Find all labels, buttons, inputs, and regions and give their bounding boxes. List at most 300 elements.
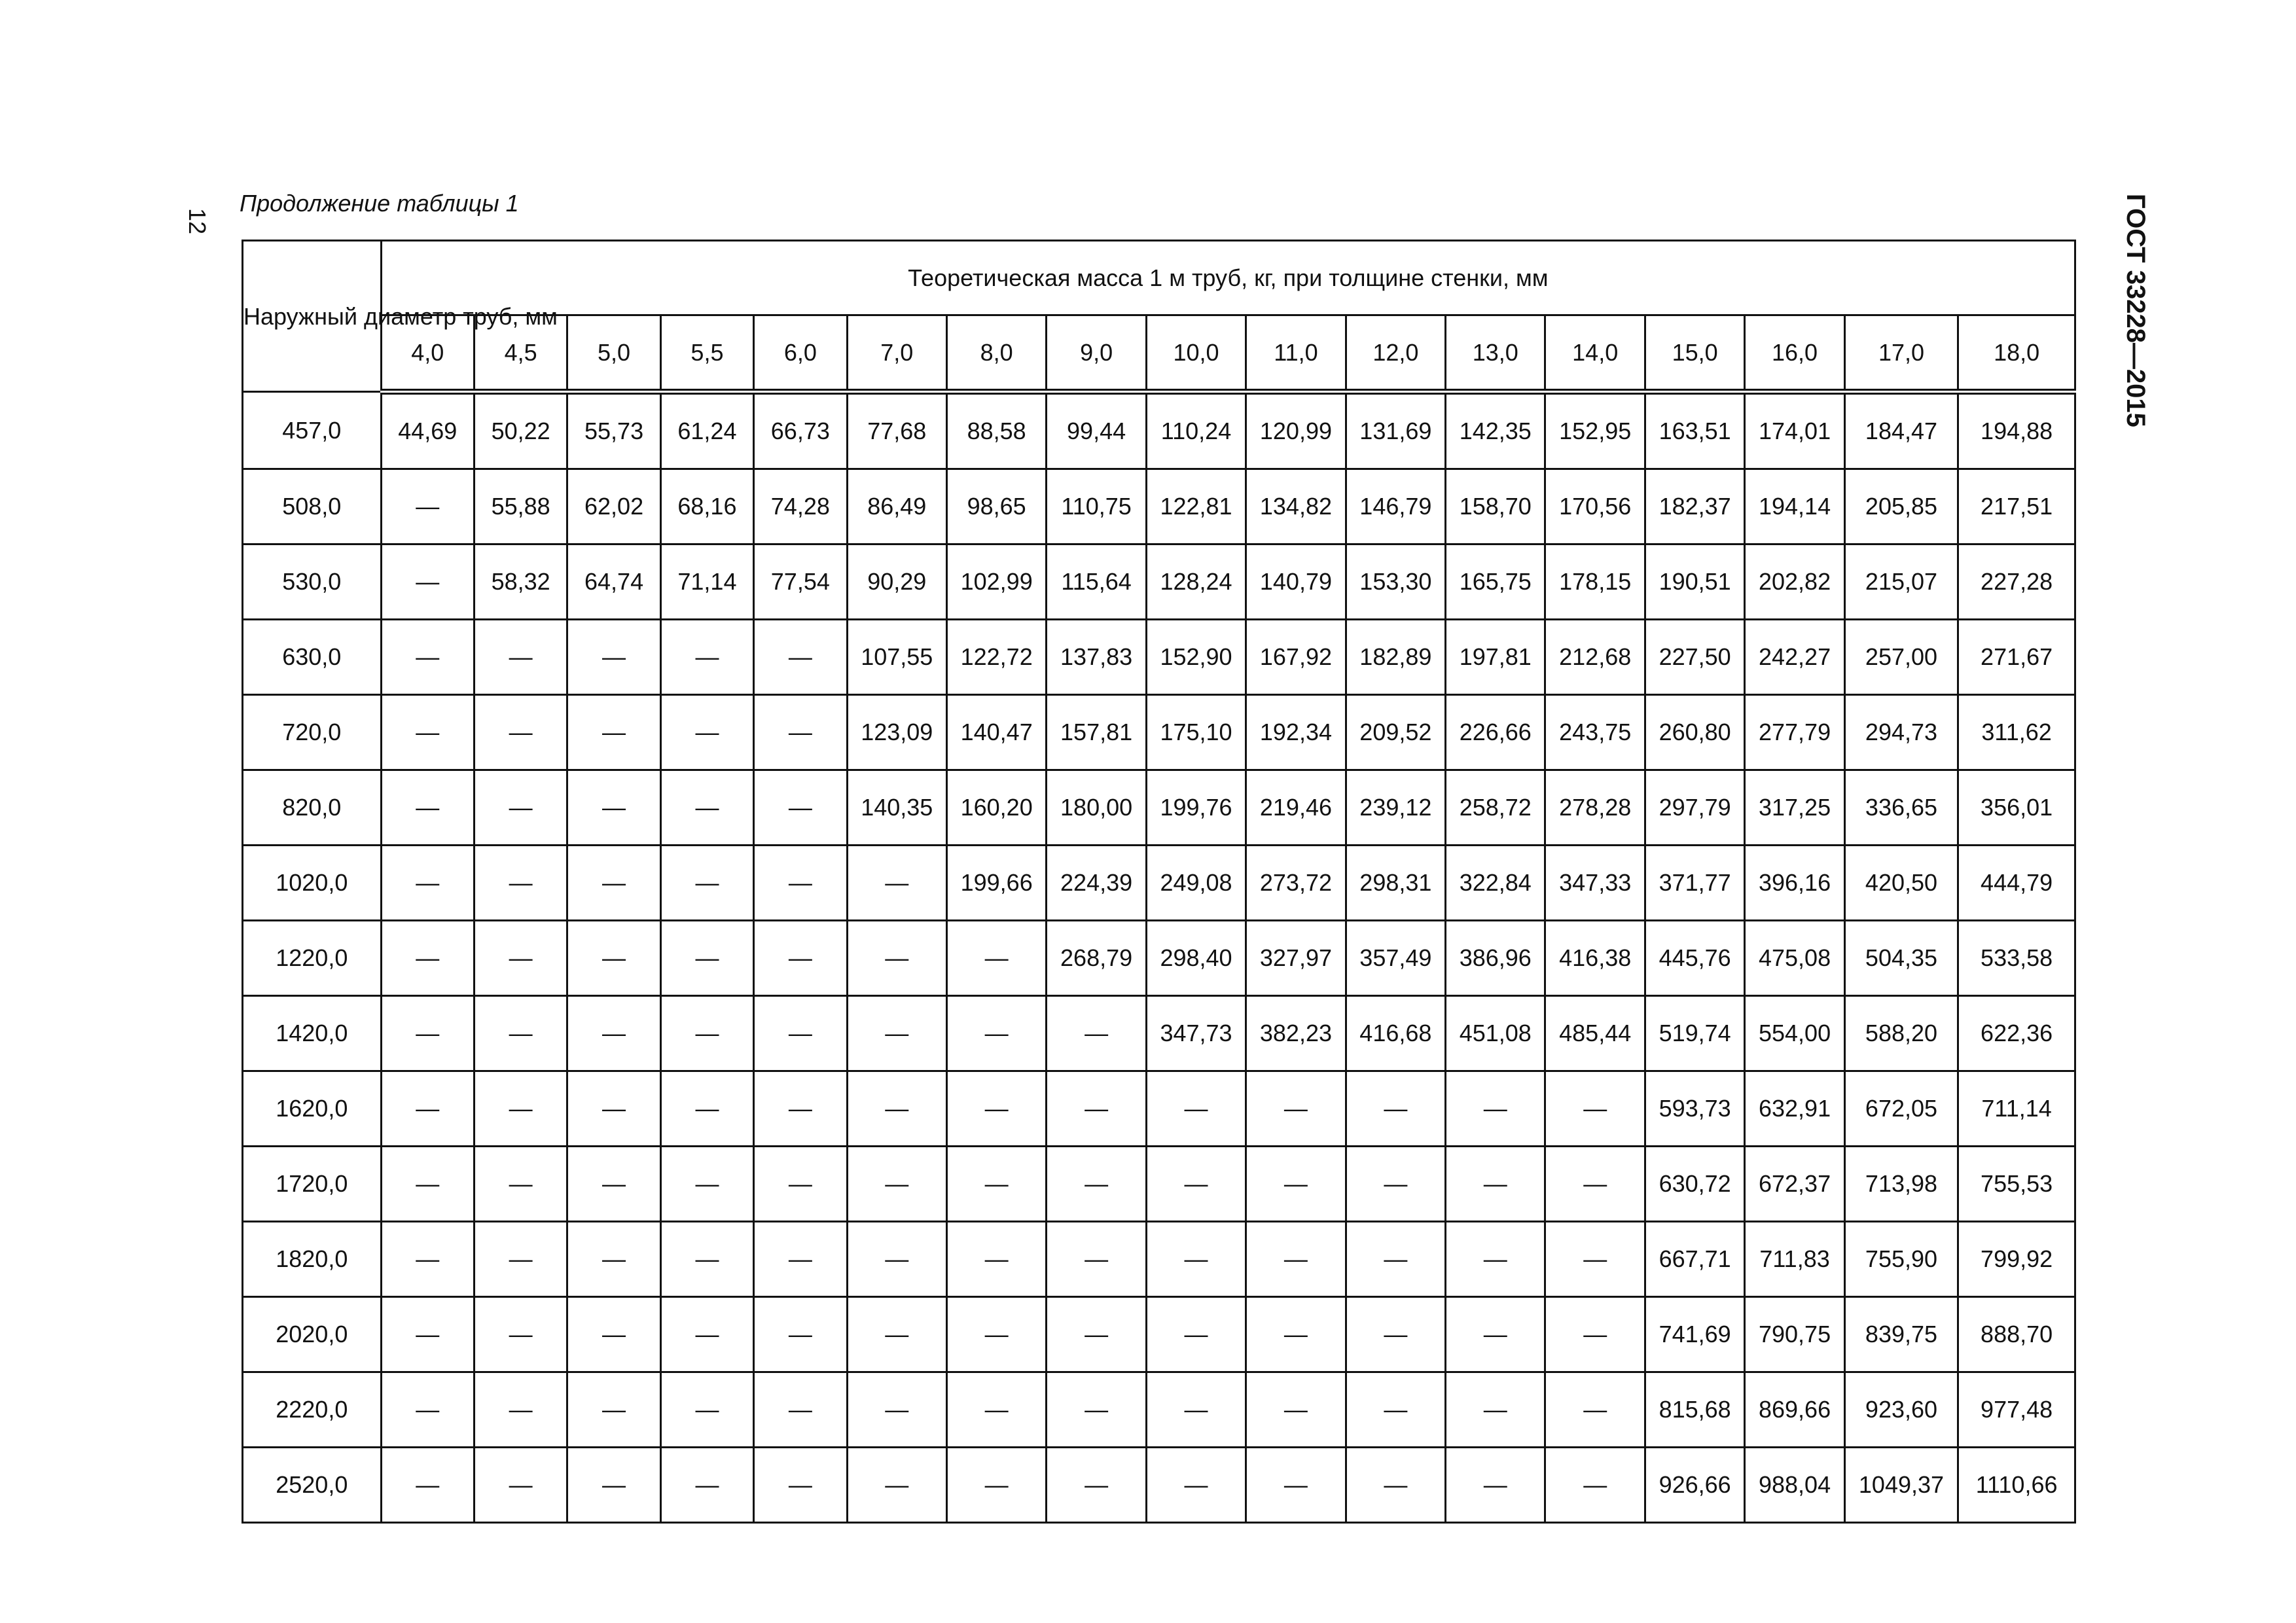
mass-cell: 140,35 <box>847 770 946 846</box>
mass-cell: 396,16 <box>1745 846 1844 921</box>
mass-cell: — <box>381 1297 474 1372</box>
mass-cell: 298,40 <box>1146 921 1246 996</box>
mass-cell: 146,79 <box>1346 469 1445 544</box>
mass-cell: — <box>946 921 1046 996</box>
mass-cell: — <box>1446 1071 1545 1147</box>
mass-cell: 137,83 <box>1047 620 1146 695</box>
mass-cell: — <box>847 1071 946 1147</box>
mass-cell: — <box>1047 1372 1146 1448</box>
mass-cell: — <box>1246 1071 1346 1147</box>
mass-cell: 926,66 <box>1645 1448 1744 1523</box>
mass-cell: 98,65 <box>946 469 1046 544</box>
mass-cell: 55,73 <box>567 392 660 469</box>
mass-cell: — <box>567 921 660 996</box>
mass-cell: — <box>1446 1222 1545 1297</box>
mass-cell: — <box>660 770 753 846</box>
mass-cell: — <box>1346 1372 1445 1448</box>
mass-cell: 209,52 <box>1346 695 1445 770</box>
mass-cell: 50,22 <box>474 392 567 469</box>
mass-cell: 165,75 <box>1446 544 1545 620</box>
wall-thickness-header: 18,0 <box>1958 315 2075 392</box>
mass-cell: 58,32 <box>474 544 567 620</box>
mass-cell: 755,90 <box>1844 1222 1958 1297</box>
mass-cell: 227,28 <box>1958 544 2075 620</box>
mass-cell: 347,33 <box>1545 846 1645 921</box>
mass-cell: — <box>1545 1071 1645 1147</box>
mass-cell: — <box>381 996 474 1071</box>
mass-cell: 420,50 <box>1844 846 1958 921</box>
mass-cell: 227,50 <box>1645 620 1744 695</box>
mass-cell: — <box>946 1372 1046 1448</box>
mass-cell: 55,88 <box>474 469 567 544</box>
mass-cell: 99,44 <box>1047 392 1146 469</box>
mass-cell: — <box>1446 1372 1545 1448</box>
mass-cell: 239,12 <box>1346 770 1445 846</box>
mass-cell: — <box>474 620 567 695</box>
wall-thickness-header: 10,0 <box>1146 315 1246 392</box>
diameter-cell: 2220,0 <box>243 1372 382 1448</box>
mass-cell: 485,44 <box>1545 996 1645 1071</box>
mass-cell: 977,48 <box>1958 1372 2075 1448</box>
mass-cell: 62,02 <box>567 469 660 544</box>
wall-thickness-header: 14,0 <box>1545 315 1645 392</box>
mass-cell: — <box>474 921 567 996</box>
mass-cell: — <box>474 1372 567 1448</box>
wall-thickness-header: 16,0 <box>1745 315 1844 392</box>
wall-thickness-header: 12,0 <box>1346 315 1445 392</box>
table-row <box>243 1071 2075 1147</box>
mass-cell: — <box>1446 1448 1545 1523</box>
mass-cell: 327,97 <box>1246 921 1346 996</box>
mass-cell: 294,73 <box>1844 695 1958 770</box>
mass-cell: — <box>1545 1147 1645 1222</box>
mass-cell: 268,79 <box>1047 921 1146 996</box>
mass-cell: — <box>660 1222 753 1297</box>
mass-cell: — <box>1246 1448 1346 1523</box>
mass-cell: — <box>660 1448 753 1523</box>
mass-cell: 226,66 <box>1446 695 1545 770</box>
mass-cell: — <box>946 1448 1046 1523</box>
wall-thickness-header: 4,0 <box>381 315 474 392</box>
mass-cell: 212,68 <box>1545 620 1645 695</box>
mass-cell: 140,79 <box>1246 544 1346 620</box>
mass-group-header: Теоретическая масса 1 м труб, кг, при толщине стенки, мм <box>381 241 2075 315</box>
mass-cell: 504,35 <box>1844 921 1958 996</box>
mass-cell: 110,24 <box>1146 392 1246 469</box>
diameter-column-header: Наружный диаметр труб, мм <box>243 241 382 392</box>
diameter-cell: 1620,0 <box>243 1071 382 1147</box>
mass-cell: — <box>660 1071 753 1147</box>
mass-cell: 258,72 <box>1446 770 1545 846</box>
mass-cell: 122,72 <box>946 620 1046 695</box>
mass-cell: — <box>381 1071 474 1147</box>
mass-cell: 242,27 <box>1745 620 1844 695</box>
mass-cell: — <box>474 846 567 921</box>
mass-cell: — <box>567 1147 660 1222</box>
mass-cell: 588,20 <box>1844 996 1958 1071</box>
mass-cell: — <box>567 1222 660 1297</box>
mass-cell: — <box>754 770 847 846</box>
diameter-cell: 2020,0 <box>243 1297 382 1372</box>
mass-cell: 134,82 <box>1246 469 1346 544</box>
mass-cell: — <box>567 846 660 921</box>
mass-cell: — <box>567 770 660 846</box>
mass-cell: 815,68 <box>1645 1372 1744 1448</box>
table-body <box>243 392 2075 1523</box>
mass-cell: 257,00 <box>1844 620 1958 695</box>
mass-cell: 923,60 <box>1844 1372 1958 1448</box>
mass-cell: — <box>1047 996 1146 1071</box>
mass-cell: — <box>1346 1448 1445 1523</box>
diameter-cell: 457,0 <box>243 392 382 469</box>
mass-cell: 311,62 <box>1958 695 2075 770</box>
mass-cell: 88,58 <box>946 392 1046 469</box>
mass-cell: — <box>754 620 847 695</box>
mass-cell: — <box>1346 1147 1445 1222</box>
mass-cell: — <box>1146 1448 1246 1523</box>
mass-cell: — <box>474 695 567 770</box>
mass-cell: 519,74 <box>1645 996 1744 1071</box>
mass-cell: 158,70 <box>1446 469 1545 544</box>
mass-cell: — <box>567 1372 660 1448</box>
mass-cell: — <box>660 1372 753 1448</box>
mass-cell: — <box>567 1071 660 1147</box>
mass-cell: 74,28 <box>754 469 847 544</box>
mass-cell: 128,24 <box>1146 544 1246 620</box>
mass-cell: 77,54 <box>754 544 847 620</box>
mass-cell: — <box>1246 1297 1346 1372</box>
mass-cell: — <box>1146 1222 1246 1297</box>
pipe-mass-table <box>242 240 2076 1524</box>
mass-cell: 157,81 <box>1047 695 1146 770</box>
mass-cell: 190,51 <box>1645 544 1744 620</box>
mass-cell: 131,69 <box>1346 392 1445 469</box>
mass-cell: — <box>1047 1147 1146 1222</box>
mass-cell: 167,92 <box>1246 620 1346 695</box>
mass-cell: — <box>381 620 474 695</box>
wall-thickness-header: 11,0 <box>1246 315 1346 392</box>
mass-cell: 711,83 <box>1745 1222 1844 1297</box>
mass-cell: 297,79 <box>1645 770 1744 846</box>
table-row <box>243 1372 2075 1448</box>
mass-cell: 120,99 <box>1246 392 1346 469</box>
mass-cell: — <box>1246 1372 1346 1448</box>
mass-cell: 71,14 <box>660 544 753 620</box>
mass-cell: — <box>1545 1448 1645 1523</box>
mass-cell: — <box>660 1147 753 1222</box>
table-row <box>243 392 2075 469</box>
mass-cell: — <box>660 1297 753 1372</box>
mass-cell: 667,71 <box>1645 1222 1744 1297</box>
mass-cell: — <box>1146 1071 1246 1147</box>
mass-cell: 219,46 <box>1246 770 1346 846</box>
mass-cell: — <box>1146 1147 1246 1222</box>
table-header <box>243 241 2075 392</box>
diameter-cell: 1020,0 <box>243 846 382 921</box>
mass-cell: — <box>847 1222 946 1297</box>
table-row <box>243 1147 2075 1222</box>
wall-thickness-header: 5,0 <box>567 315 660 392</box>
mass-cell: — <box>754 1448 847 1523</box>
mass-cell: — <box>847 846 946 921</box>
mass-cell: — <box>946 996 1046 1071</box>
mass-cell: 142,35 <box>1446 392 1545 469</box>
mass-cell: — <box>754 1147 847 1222</box>
mass-cell: 277,79 <box>1745 695 1844 770</box>
mass-cell: 711,14 <box>1958 1071 2075 1147</box>
mass-cell: 298,31 <box>1346 846 1445 921</box>
mass-cell: 243,75 <box>1545 695 1645 770</box>
diameter-cell: 1720,0 <box>243 1147 382 1222</box>
wall-thickness-header: 15,0 <box>1645 315 1744 392</box>
document-code-text: ГОСТ 33228—2015 <box>2121 194 2150 427</box>
mass-cell: 445,76 <box>1645 921 1744 996</box>
mass-cell: — <box>847 1372 946 1448</box>
mass-cell: — <box>1146 1372 1246 1448</box>
wall-thickness-header: 9,0 <box>1047 315 1146 392</box>
mass-cell: 1110,66 <box>1958 1448 2075 1523</box>
diameter-cell: 1220,0 <box>243 921 382 996</box>
mass-cell: 192,34 <box>1246 695 1346 770</box>
mass-cell: — <box>847 1448 946 1523</box>
mass-cell: 199,66 <box>946 846 1046 921</box>
mass-cell: 102,99 <box>946 544 1046 620</box>
mass-cell: — <box>474 996 567 1071</box>
table-row <box>243 695 2075 770</box>
wall-thickness-header: 8,0 <box>946 315 1046 392</box>
mass-cell: 107,55 <box>847 620 946 695</box>
mass-cell: 672,37 <box>1745 1147 1844 1222</box>
mass-cell: — <box>567 1297 660 1372</box>
mass-cell: 382,23 <box>1246 996 1346 1071</box>
diameter-cell: 508,0 <box>243 469 382 544</box>
mass-cell: — <box>660 846 753 921</box>
mass-cell: 475,08 <box>1745 921 1844 996</box>
wall-thickness-header: 7,0 <box>847 315 946 392</box>
mass-cell: — <box>1146 1297 1246 1372</box>
mass-cell: 554,00 <box>1745 996 1844 1071</box>
mass-cell: 217,51 <box>1958 469 2075 544</box>
mass-cell: 839,75 <box>1844 1297 1958 1372</box>
mass-cell: — <box>946 1071 1046 1147</box>
mass-cell: 140,47 <box>946 695 1046 770</box>
mass-cell: 61,24 <box>660 392 753 469</box>
mass-cell: 197,81 <box>1446 620 1545 695</box>
mass-cell: 184,47 <box>1844 392 1958 469</box>
table-row <box>243 846 2075 921</box>
mass-cell: — <box>1346 1222 1445 1297</box>
mass-cell: — <box>381 846 474 921</box>
mass-cell: — <box>1246 1147 1346 1222</box>
mass-cell: 170,56 <box>1545 469 1645 544</box>
mass-cell: 260,80 <box>1645 695 1744 770</box>
mass-cell: — <box>381 469 474 544</box>
mass-cell: — <box>1047 1297 1146 1372</box>
mass-cell: 77,68 <box>847 392 946 469</box>
table-row <box>243 921 2075 996</box>
mass-cell: — <box>567 695 660 770</box>
mass-cell: 202,82 <box>1745 544 1844 620</box>
mass-cell: 152,90 <box>1146 620 1246 695</box>
mass-cell: — <box>474 1147 567 1222</box>
mass-cell: — <box>474 770 567 846</box>
mass-cell: 451,08 <box>1446 996 1545 1071</box>
mass-cell: 371,77 <box>1645 846 1744 921</box>
mass-cell: 68,16 <box>660 469 753 544</box>
diameter-cell: 720,0 <box>243 695 382 770</box>
mass-cell: 799,92 <box>1958 1222 2075 1297</box>
mass-cell: — <box>381 921 474 996</box>
mass-cell: 271,67 <box>1958 620 2075 695</box>
wall-thickness-header: 17,0 <box>1844 315 1958 392</box>
wall-thickness-header: 6,0 <box>754 315 847 392</box>
table-row <box>243 1222 2075 1297</box>
mass-cell: 194,88 <box>1958 392 2075 469</box>
mass-cell: 386,96 <box>1446 921 1545 996</box>
mass-cell: — <box>754 846 847 921</box>
mass-cell: 180,00 <box>1047 770 1146 846</box>
mass-cell: — <box>754 1222 847 1297</box>
mass-cell: 152,95 <box>1545 392 1645 469</box>
mass-cell: — <box>1047 1448 1146 1523</box>
mass-cell: — <box>381 770 474 846</box>
mass-cell: — <box>1246 1222 1346 1297</box>
mass-cell: — <box>1446 1297 1545 1372</box>
mass-cell: — <box>474 1071 567 1147</box>
mass-cell: — <box>1047 1222 1146 1297</box>
mass-cell: — <box>847 1297 946 1372</box>
mass-cell: 273,72 <box>1246 846 1346 921</box>
mass-cell: 713,98 <box>1844 1147 1958 1222</box>
table-row <box>243 996 2075 1071</box>
mass-cell: — <box>754 996 847 1071</box>
mass-cell: — <box>381 1372 474 1448</box>
mass-cell: 317,25 <box>1745 770 1844 846</box>
wall-thickness-header: 4,5 <box>474 315 567 392</box>
mass-cell: 630,72 <box>1645 1147 1744 1222</box>
diameter-cell: 2520,0 <box>243 1448 382 1523</box>
mass-cell: — <box>754 1372 847 1448</box>
mass-cell: — <box>1545 1372 1645 1448</box>
mass-cell: — <box>754 695 847 770</box>
mass-cell: 182,89 <box>1346 620 1445 695</box>
diameter-cell: 1820,0 <box>243 1222 382 1297</box>
mass-cell: 1049,37 <box>1844 1448 1958 1523</box>
mass-cell: 175,10 <box>1146 695 1246 770</box>
table-row <box>243 770 2075 846</box>
mass-cell: 278,28 <box>1545 770 1645 846</box>
mass-cell: 153,30 <box>1346 544 1445 620</box>
diameter-cell: 530,0 <box>243 544 382 620</box>
mass-cell: — <box>567 1448 660 1523</box>
mass-cell: 416,68 <box>1346 996 1445 1071</box>
mass-cell: — <box>1346 1297 1445 1372</box>
mass-cell: 632,91 <box>1745 1071 1844 1147</box>
mass-cell: — <box>381 1222 474 1297</box>
mass-cell: — <box>567 996 660 1071</box>
mass-cell: 672,05 <box>1844 1071 1958 1147</box>
mass-cell: 66,73 <box>754 392 847 469</box>
mass-cell: — <box>754 921 847 996</box>
mass-cell: 90,29 <box>847 544 946 620</box>
table-row <box>243 544 2075 620</box>
mass-cell: 205,85 <box>1844 469 1958 544</box>
diameter-cell: 1420,0 <box>243 996 382 1071</box>
mass-cell: 64,74 <box>567 544 660 620</box>
mass-cell: — <box>1446 1147 1545 1222</box>
mass-cell: — <box>1346 1071 1445 1147</box>
table-caption: Продолжение таблицы 1 <box>240 190 519 217</box>
mass-cell: 182,37 <box>1645 469 1744 544</box>
mass-cell: 790,75 <box>1745 1297 1844 1372</box>
mass-cell: 347,73 <box>1146 996 1246 1071</box>
mass-cell: 356,01 <box>1958 770 2075 846</box>
mass-cell: — <box>1047 1071 1146 1147</box>
mass-cell: 322,84 <box>1446 846 1545 921</box>
mass-cell: 249,08 <box>1146 846 1246 921</box>
mass-cell: 988,04 <box>1745 1448 1844 1523</box>
mass-cell: — <box>660 695 753 770</box>
mass-cell: 178,15 <box>1545 544 1645 620</box>
mass-cell: — <box>754 1071 847 1147</box>
wall-thickness-header: 13,0 <box>1446 315 1545 392</box>
mass-cell: — <box>474 1222 567 1297</box>
mass-cell: — <box>381 544 474 620</box>
mass-cell: 869,66 <box>1745 1372 1844 1448</box>
table-row <box>243 469 2075 544</box>
mass-cell: 336,65 <box>1844 770 1958 846</box>
mass-cell: 533,58 <box>1958 921 2075 996</box>
table-row <box>243 1297 2075 1372</box>
mass-cell: — <box>381 695 474 770</box>
diameter-cell: 820,0 <box>243 770 382 846</box>
diameter-cell: 630,0 <box>243 620 382 695</box>
mass-cell: 224,39 <box>1047 846 1146 921</box>
mass-cell: — <box>946 1297 1046 1372</box>
mass-cell: — <box>1545 1297 1645 1372</box>
page-number-text: 12 <box>184 208 211 235</box>
mass-cell: — <box>847 921 946 996</box>
mass-cell: — <box>660 996 753 1071</box>
table-row <box>243 620 2075 695</box>
mass-cell: 888,70 <box>1958 1297 2075 1372</box>
mass-cell: — <box>946 1222 1046 1297</box>
mass-cell: — <box>1545 1222 1645 1297</box>
mass-cell: 357,49 <box>1346 921 1445 996</box>
mass-cell: — <box>847 996 946 1071</box>
mass-cell: 110,75 <box>1047 469 1146 544</box>
mass-cell: — <box>847 1147 946 1222</box>
mass-cell: 755,53 <box>1958 1147 2075 1222</box>
mass-cell: 122,81 <box>1146 469 1246 544</box>
mass-cell: — <box>660 921 753 996</box>
mass-cell: — <box>660 620 753 695</box>
mass-cell: 741,69 <box>1645 1297 1744 1372</box>
table-row <box>243 1448 2075 1523</box>
mass-cell: — <box>946 1147 1046 1222</box>
mass-cell: 194,14 <box>1745 469 1844 544</box>
mass-cell: — <box>567 620 660 695</box>
mass-cell: 215,07 <box>1844 544 1958 620</box>
mass-cell: 199,76 <box>1146 770 1246 846</box>
mass-cell: 115,64 <box>1047 544 1146 620</box>
mass-cell: 174,01 <box>1745 392 1844 469</box>
wall-thickness-header: 5,5 <box>660 315 753 392</box>
mass-cell: — <box>381 1147 474 1222</box>
mass-cell: — <box>474 1297 567 1372</box>
mass-cell: — <box>754 1297 847 1372</box>
mass-cell: 444,79 <box>1958 846 2075 921</box>
